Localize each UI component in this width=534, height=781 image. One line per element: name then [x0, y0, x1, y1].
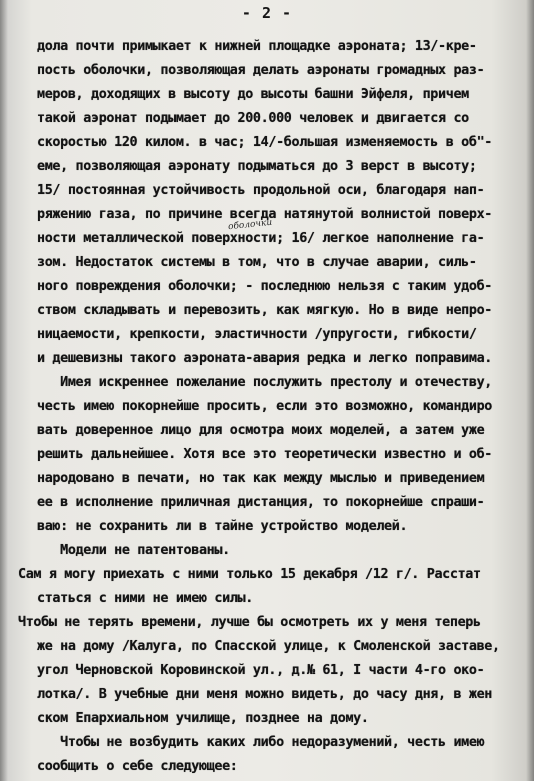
text-line: ваю: не сохранить ли в тайне устройство моделей.: [37, 519, 408, 534]
text-line: лотка/. В учебные дни меня можно видеть, до часу дня, в жен: [37, 687, 492, 702]
text-line: дола почти примыкает к нижней площадке аэроната; 13/-кре-: [37, 39, 477, 54]
page-number: - 2 -: [241, 4, 293, 22]
text-line: народовано в печати, но так как между мыслью и приведением: [37, 471, 485, 486]
text-line: Модели не патентованы.: [37, 543, 230, 558]
text-line: сообщить о себе следующее:: [37, 759, 238, 774]
text-line: ного повреждения оболочки; - последнюю нельзя с таким удоб-: [37, 279, 492, 294]
text-line: скоростью 120 килом. в час; 14/-большая изменяемость в об"-: [37, 135, 492, 150]
handwritten-correction: оболочки: [227, 217, 273, 233]
text-line: вать доверенное лицо для осмотра моих моделей, а затем уже: [37, 423, 485, 438]
text-line: Имея искреннее пожелание послужить престолу и отечеству,: [37, 375, 492, 390]
text-line: зом. Недостаток системы в том, что в случае аварии, силь-: [37, 255, 477, 270]
text-line: ее в исполнение приличная дистанция, то покорнейше спраши-: [37, 495, 485, 510]
text-line: пость оболочки, позволяющая делать аэронаты громадных раз-: [37, 63, 485, 78]
left-edge-shadow: [0, 0, 8, 781]
text-line: угол Черновской Коровинской ул., д.№ 61, I части 4-го око-: [37, 663, 485, 678]
text-line: ством складывать и перевозить, как мягкую. Но в виде непро-: [37, 303, 492, 318]
text-line: честь имею покорнейше просить, если это возможно, командиро: [37, 399, 492, 414]
text-line: Чтобы не возбудить каких либо недоразумений, честь имею: [37, 735, 485, 750]
text-line: ряжению газа, по причине всегда натянутой волнистой поверх-: [37, 207, 492, 222]
text-line: Сам я могу приехать с ними только 15 декабря /12 г/. Расстат: [18, 567, 481, 582]
text-line: статься с ними не имею силы.: [37, 591, 253, 606]
text-line: и дешевизны такого аэроната-авария редка и легко поправима.: [37, 351, 492, 366]
text-line: такой аэронат подымает до 200.000 человек и двигается со: [37, 111, 469, 126]
text-line: же на дому /Калуга, по Спасской улице, к Смоленской заставе,: [37, 639, 500, 654]
text-line: меров, доходящих в высоту до высоты башни Эйфеля, причем: [37, 87, 469, 102]
text-line: ницаемости, крепкости, эластичности /упругости, гибкости/: [37, 327, 477, 342]
text-line: решить дальнейшее. Хотя все это теоретически известно и об-: [37, 447, 492, 462]
text-line: 15/ постоянная устойчивость продольной оси, благодаря нап-: [37, 183, 485, 198]
right-edge-shadow: [526, 0, 534, 781]
text-line: Чтобы не терять времени, лучше бы осмотреть их у меня теперь: [18, 615, 481, 630]
text-line: ности металлической поверхности; 16/ легкое наполнение га-: [37, 231, 485, 246]
text-line: ском Епархиальном училище, позднее на дому.: [37, 711, 369, 726]
text-line: еме, позволяющая аэронату подыматься до 3 верст в высоту;: [37, 159, 477, 174]
